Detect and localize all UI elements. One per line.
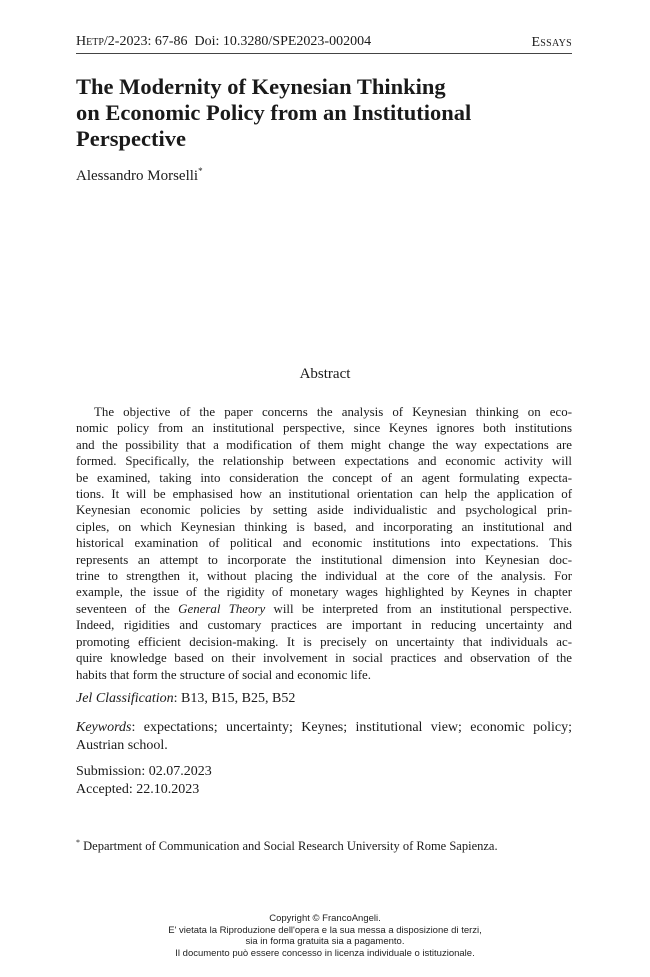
abstract-line: be examined, taking into consideration the concept of an agent formulating expecta-: [76, 470, 572, 485]
journal-issue-pages: /2-2023: 67-86: [103, 34, 188, 49]
abstract-line: promoting efficient decision-making. It is precisely on uncertainty that individuals ac-: [76, 634, 572, 649]
book-title-general-theory: General Theory: [178, 601, 266, 616]
abstract-line: The objective of the paper concerns the analysis of Keynesian thinking on eco-: [94, 405, 572, 419]
abstract-text: will be interpreted from an institutional perspective.: [265, 601, 572, 616]
abstract-heading: Abstract: [299, 366, 351, 382]
title-line: Perspective: [76, 126, 186, 151]
accepted-date: Accepted: 22.10.2023: [76, 782, 200, 797]
jel-codes: : B13, B15, B25, B52: [173, 691, 296, 706]
jel-label: Jel Classification: [76, 691, 174, 706]
copyright-line: Copyright © FrancoAngeli.: [269, 913, 381, 924]
abstract-text: seventeen of the: [76, 601, 179, 616]
running-header: [76, 34, 572, 54]
author: [76, 166, 203, 185]
abstract-line: represents an attempt to incorporate the institutional dimension into Keynesian doc-: [76, 552, 572, 567]
abstract-line: ciples, on which Keynesian thinking is based, and incorporating an institutional and: [76, 519, 572, 534]
jel-classification: [76, 690, 572, 708]
submission-date: Submission: 02.07.2023: [76, 764, 212, 779]
copyright-notice: [0, 913, 650, 959]
copyright-line: E' vietata la Riproduzione dell'opera e la sua messa a disposizione di terzi,: [168, 924, 482, 936]
abstract-line: Indeed, rigidities and customary practices are important in reducing uncertainty and: [76, 618, 572, 633]
author-name: Alessandro Morselli: [76, 168, 199, 184]
abstract-body: [76, 404, 572, 683]
abstract-line: historical examination of political and economic institutions into expectations. This: [76, 536, 572, 551]
paper-title: [76, 74, 572, 152]
abstract-line: nomic policy from an institutional perspective, since Keynes ignores both institutions: [76, 421, 572, 436]
abstract-line: Keynesian economic policies by setting aside individualistic and psychological prin-: [76, 503, 572, 518]
author-footnote-marker: *: [198, 166, 203, 176]
footnote-text: Department of Communication and Social Research University of Rome Sapienza.: [80, 839, 498, 853]
abstract-line: trine to strengthen it, without placing the individual at the core of the analysis. For: [76, 569, 572, 584]
abstract-line: quire knowledge based on their involvement in social practices and observation of the: [76, 651, 572, 666]
copyright-line: Il documento può essere concesso in licenza individuale o istituzionale.: [175, 947, 475, 959]
abstract-line: habits that form the structure of social and economic life.: [76, 667, 371, 682]
journal-name: Hetp: [76, 34, 104, 49]
footnote-marker: *: [76, 838, 80, 847]
section-label: Essays: [531, 35, 572, 50]
abstract-line: tions. It will be emphasised how an institutional orientation can help the application of: [76, 487, 572, 502]
abstract-line: [76, 601, 572, 617]
abstract-line: and the possibility that a modification of them might change the way expectations are: [76, 437, 572, 452]
author-affiliation-footnote: [76, 838, 498, 854]
abstract-line: formed. Specifically, the relationship between expectations and economic activity will: [76, 454, 572, 469]
abstract-line: example, the issue of the rigidity of monetary wages highlighted by Keynes in chapter: [76, 585, 572, 600]
keywords-list: : expectations; uncertainty; Keynes; institutional view; economic policy; Austrian school.: [76, 720, 572, 753]
keywords-label: Keywords: [76, 720, 132, 735]
copyright-line: sia in forma gratuita sia a pagamento.: [245, 936, 405, 947]
doi: Doi: 10.3280/SPE2023-002004: [194, 34, 372, 49]
keywords: [76, 719, 572, 755]
title-line: on Economic Policy from an Institutional: [76, 100, 472, 125]
title-line: The Modernity of Keynesian Thinking: [76, 74, 446, 99]
journal-citation: [76, 34, 371, 50]
